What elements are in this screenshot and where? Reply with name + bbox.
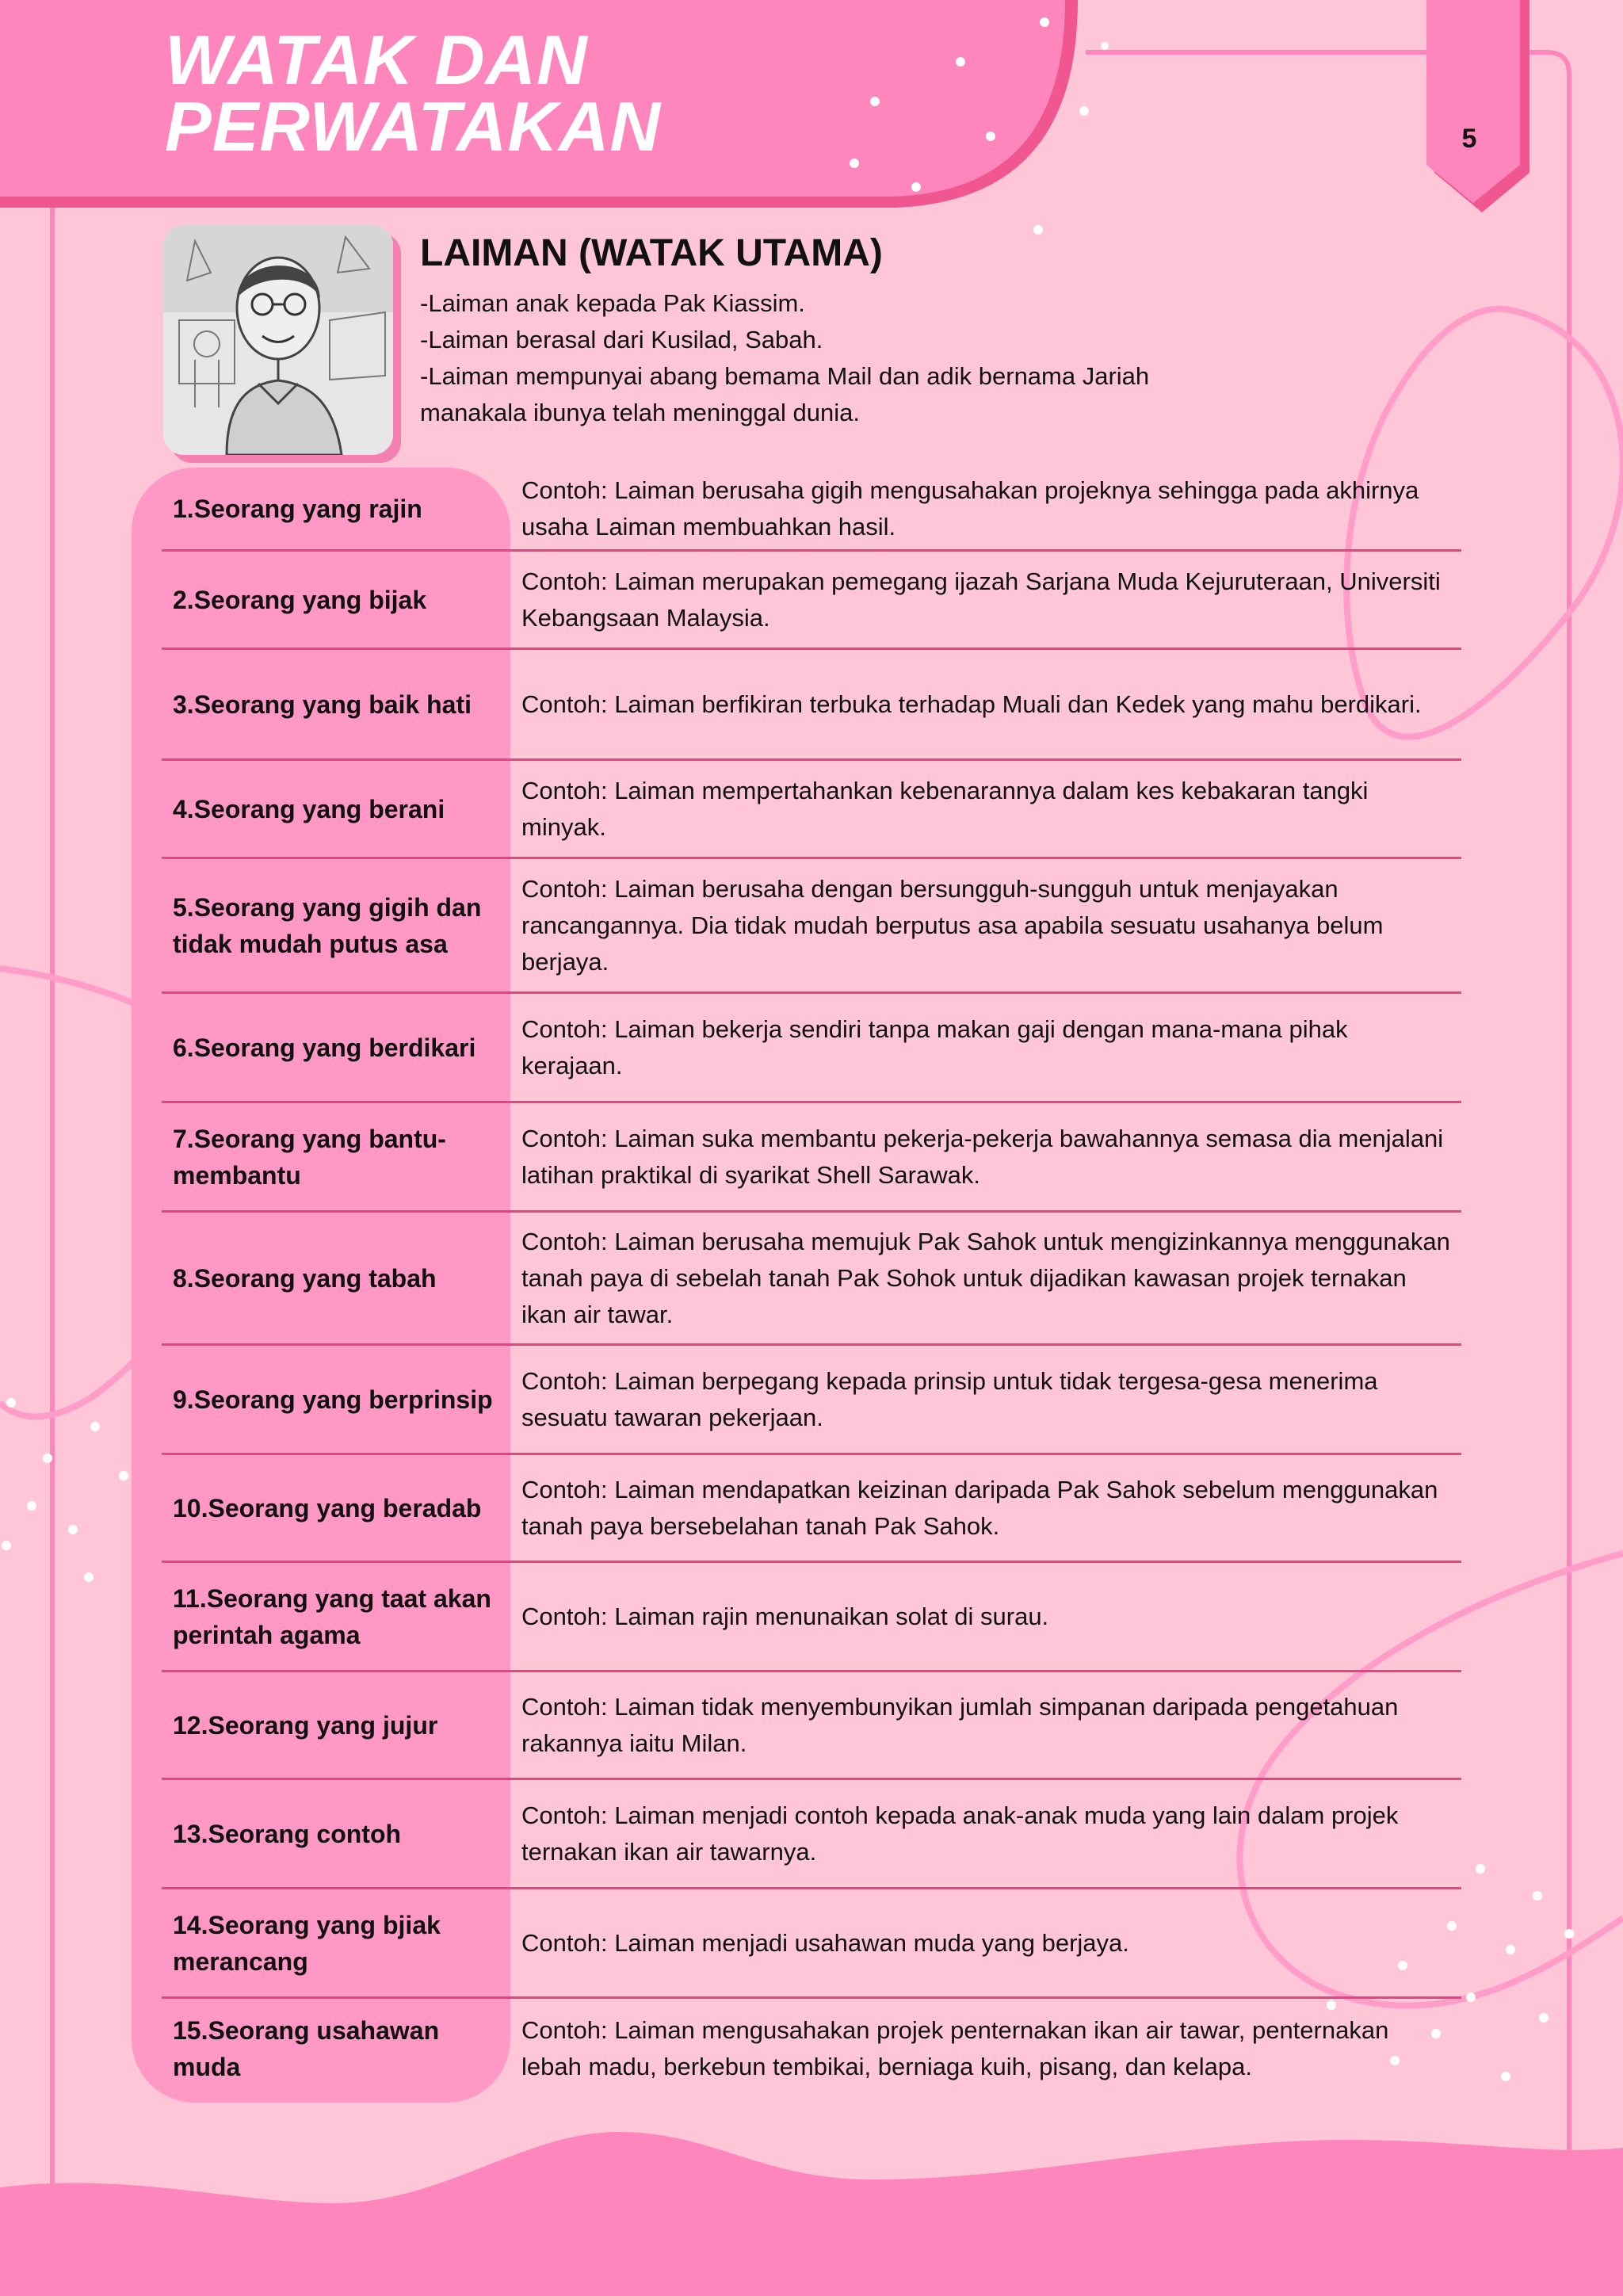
trait-row xyxy=(162,650,1461,761)
traits-table xyxy=(162,468,1461,2099)
trait-row xyxy=(162,1213,1461,1346)
page-number: 5 xyxy=(1461,124,1477,154)
trait-example: Contoh: Laiman menjadi contoh kepada anak-anak muda yang lain dalam projek ternakan ikan air tawarnya. xyxy=(521,1801,1399,1866)
trait-row xyxy=(162,1889,1461,1999)
character-heading: LAIMAN (WATAK UTAMA) xyxy=(420,232,883,274)
character-intro xyxy=(420,285,1292,431)
trait-example: Contoh: Laiman berusaha gigih mengusahakan projeknya sehingga pada akhirnya usaha Laiman membuahkan hasil. xyxy=(521,476,1419,541)
trait-example: Contoh: Laiman berusaha memujuk Pak Sahok untuk mengizinkannya menggunakan tanah paya di sebelah tanah Pak Sohok untuk dijadikan kawasan projek ternakan ikan air tawar. xyxy=(521,1227,1450,1328)
trait-row xyxy=(162,1672,1461,1780)
trait-name: 3.Seorang yang baik hati xyxy=(173,690,472,719)
trait-row xyxy=(162,1455,1461,1563)
page-title-line2: PERWATAKAN xyxy=(165,87,661,166)
trait-example: Contoh: Laiman mempertahankan kebenarannya dalam kes kebakaran tangki minyak. xyxy=(521,776,1369,841)
trait-row xyxy=(162,859,1461,994)
trait-name: 14.Seorang yang bjiak merancang xyxy=(173,1910,441,1976)
trait-example: Contoh: Laiman menjadi usahawan muda yang berjaya. xyxy=(521,1928,1129,1957)
trait-name: 1.Seorang yang rajin xyxy=(173,494,422,523)
trait-example: Contoh: Laiman berfikiran terbuka terhadap Muali dan Kedek yang mahu berdikari. xyxy=(521,690,1422,718)
trait-example: Contoh: Laiman mendapatkan keizinan daripada Pak Sahok sebelum menggunakan tanah paya bersebelahan tanah Pak Sahok. xyxy=(521,1475,1438,1540)
trait-row xyxy=(162,761,1461,859)
trait-name: 12.Seorang yang jujur xyxy=(173,1710,438,1740)
trait-row xyxy=(162,1999,1461,2099)
trait-example: Contoh: Laiman mengusahakan projek penternakan ikan air tawar, penternakan lebah madu, berkebun tembikai, berniaga kuih, pisang, dan kelapa. xyxy=(521,2016,1389,2080)
page-ribbon xyxy=(1426,0,1520,203)
trait-name: 15.Seorang usahawan muda xyxy=(173,2016,440,2081)
bottom-wave xyxy=(0,2132,1623,2296)
trait-row xyxy=(162,468,1461,552)
trait-name: 11.Seorang yang taat akan perintah agama xyxy=(173,1584,491,1649)
page-title xyxy=(165,21,661,166)
trait-row xyxy=(162,1563,1461,1672)
trait-example: Contoh: Laiman tidak menyembunyikan jumlah simpanan daripada pengetahuan rakannya iaitu Milan. xyxy=(521,1692,1399,1757)
trait-name: 2.Seorang yang bijak xyxy=(173,585,427,614)
trait-name: 13.Seorang contoh xyxy=(173,1819,402,1848)
trait-example: Contoh: Laiman bekerja sendiri tanpa makan gaji dengan mana-mana pihak kerajaan. xyxy=(521,1014,1348,1079)
trait-example: Contoh: Laiman suka membantu pekerja-pekerja bawahannya semasa dia menjalani latihan praktikal di syarikat Shell Sarawak. xyxy=(521,1124,1444,1189)
intro-line: manakala ibunya telah meninggal dunia. xyxy=(420,399,860,426)
trait-row xyxy=(162,1103,1461,1213)
intro-line: -Laiman mempunyai abang bemama Mail dan adik bernama Jariah xyxy=(420,362,1150,390)
trait-example: Contoh: Laiman berusaha dengan bersungguh-sungguh untuk menjayakan rancangannya. Dia tidak mudah berputus asa apabila sesuatu usahanya belum berjaya. xyxy=(521,874,1384,976)
page-title-line1: WATAK DAN xyxy=(165,21,588,99)
trait-name: 9.Seorang yang berprinsip xyxy=(173,1385,493,1414)
trait-example: Contoh: Laiman berpegang kepada prinsip untuk tidak tergesa-gesa menerima sesuatu tawaran pekerjaan. xyxy=(521,1366,1378,1431)
trait-row xyxy=(162,994,1461,1103)
trait-name: 6.Seorang yang berdikari xyxy=(173,1033,476,1062)
trait-example: Contoh: Laiman rajin menunaikan solat di surau. xyxy=(521,1602,1049,1630)
trait-row xyxy=(162,552,1461,650)
trait-row xyxy=(162,1346,1461,1455)
trait-name: 8.Seorang yang tabah xyxy=(173,1263,437,1293)
trait-name: 10.Seorang yang beradab xyxy=(173,1493,482,1522)
trait-name: 7.Seorang yang bantu-membantu xyxy=(173,1124,446,1190)
intro-line: -Laiman anak kepada Pak Kiassim. xyxy=(420,289,805,317)
character-portrait xyxy=(163,225,393,455)
trait-name: 4.Seorang yang berani xyxy=(173,794,445,823)
trait-example: Contoh: Laiman merupakan pemegang ijazah Sarjana Muda Kejuruteraan, Universiti Kebangsaan Malaysia. xyxy=(521,567,1441,632)
trait-name: 5.Seorang yang gigih dan tidak mudah putus asa xyxy=(173,892,482,958)
trait-row xyxy=(162,1780,1461,1889)
intro-line: -Laiman berasal dari Kusilad, Sabah. xyxy=(420,326,823,353)
